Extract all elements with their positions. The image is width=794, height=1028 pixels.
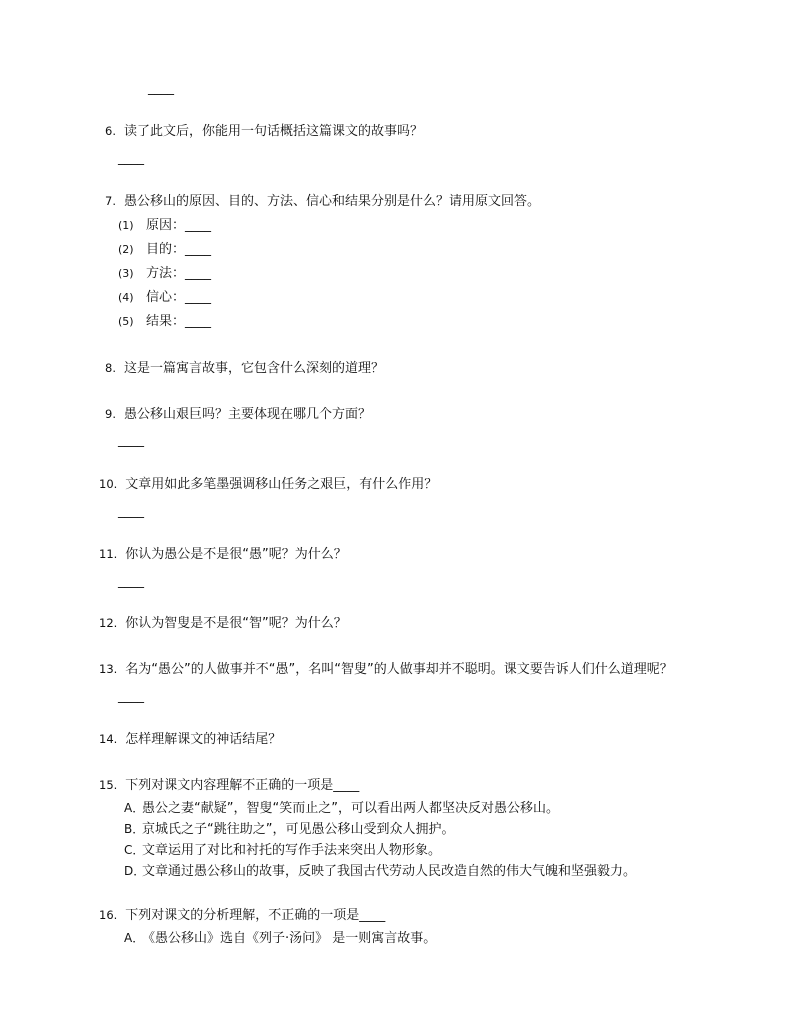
question-text: 愚公移山艰巨吗？主要体现在哪几个方面？: [123, 407, 371, 422]
question-12: [99, 614, 347, 633]
option-label: A．: [124, 801, 145, 815]
question-number: 6.: [105, 124, 116, 138]
sub-number: (4): [118, 291, 134, 304]
answer-blank[interactable]: ____: [118, 504, 144, 519]
sub-number: (2): [118, 243, 134, 256]
sub-question-2: [118, 241, 211, 259]
option-text: 文章通过愚公移山的故事，反映了我国古代劳动人民改造自然的伟大气魄和坚强毅力。: [142, 864, 637, 879]
question-text: 下列对课文的分析理解，不正确的一项是____: [125, 908, 386, 923]
option-text: 《愚公移山》选自《列子·汤问》 是一则寓言故事。: [142, 931, 437, 946]
sub-question-3: [118, 265, 211, 283]
option-label: B．: [124, 822, 145, 836]
question-number: 10.: [99, 477, 118, 491]
sub-number: (5): [118, 315, 134, 328]
option-text: 愚公之妻“献疑”，智叟“笑而止之”，可以看出两人都坚决反对愚公移山。: [142, 801, 559, 816]
option-a[interactable]: [124, 799, 559, 818]
question-9: [105, 405, 371, 424]
sub-text: 结果：____: [146, 314, 212, 329]
option-label: A．: [124, 931, 145, 945]
question-6: [105, 122, 423, 141]
answer-blank[interactable]: ____: [118, 574, 144, 589]
question-text: 你认为智叟是不是很“智”呢？为什么？: [125, 616, 347, 631]
question-text: 文章用如此多笔墨强调移山任务之艰巨，有什么作用？: [125, 477, 438, 492]
sub-text: 目的：____: [146, 242, 212, 257]
question-number: 12.: [99, 616, 118, 630]
option-a[interactable]: [124, 929, 436, 948]
sub-question-4: [118, 289, 211, 307]
sub-text: 信心：____: [146, 290, 212, 305]
question-number: 16.: [99, 908, 118, 922]
question-text: 下列对课文内容理解不正确的一项是____: [125, 778, 360, 793]
question-text: 愚公移山的原因、目的、方法、信心和结果分别是什么？请用原文回答。: [123, 194, 540, 209]
question-number: 8.: [105, 361, 116, 375]
question-16: [99, 906, 385, 925]
question-8: [105, 359, 384, 378]
answer-blank[interactable]: ____: [148, 81, 174, 96]
question-text: 名为“愚公”的人做事并不“愚”，名叫“智叟”的人做事却并不聪明。课文要告诉人们什么道理呢？: [125, 662, 673, 677]
option-b[interactable]: [124, 820, 454, 839]
question-13: [99, 660, 673, 679]
question-text: 你认为愚公是不是很“愚”呢？为什么？: [125, 547, 347, 562]
sub-question-5: [118, 313, 211, 331]
option-text: 京城氏之子“跳往助之”，可见愚公移山受到众人拥护。: [142, 822, 455, 837]
sub-text: 方法：____: [146, 266, 212, 281]
option-label: C．: [124, 843, 145, 857]
sub-number: (3): [118, 267, 134, 280]
question-14: [99, 730, 281, 749]
question-number: 14.: [99, 732, 118, 746]
question-text: 这是一篇寓言故事，它包含什么深刻的道理？: [123, 361, 384, 376]
question-number: 13.: [99, 662, 118, 676]
option-c[interactable]: [124, 841, 441, 860]
answer-blank[interactable]: ____: [118, 689, 144, 704]
question-10: [99, 475, 437, 494]
question-number: 9.: [105, 407, 116, 421]
question-number: 15.: [99, 778, 118, 792]
question-11: [99, 545, 347, 564]
answer-blank[interactable]: ____: [118, 433, 144, 448]
option-label: D．: [124, 864, 146, 878]
question-number: 7.: [105, 194, 116, 208]
question-text: 读了此文后，你能用一句话概括这篇课文的故事吗？: [123, 124, 423, 139]
question-number: 11.: [99, 547, 118, 561]
option-text: 文章运用了对比和衬托的写作手法来突出人物形象。: [142, 843, 442, 858]
answer-blank[interactable]: ____: [118, 151, 144, 166]
question-text: 怎样理解课文的神话结尾？: [125, 732, 282, 747]
question-7: [105, 192, 540, 211]
sub-number: (1): [118, 219, 134, 232]
question-15: [99, 776, 359, 795]
sub-question-1: [118, 217, 211, 235]
sub-text: 原因：____: [146, 218, 212, 233]
option-d[interactable]: [124, 862, 636, 881]
